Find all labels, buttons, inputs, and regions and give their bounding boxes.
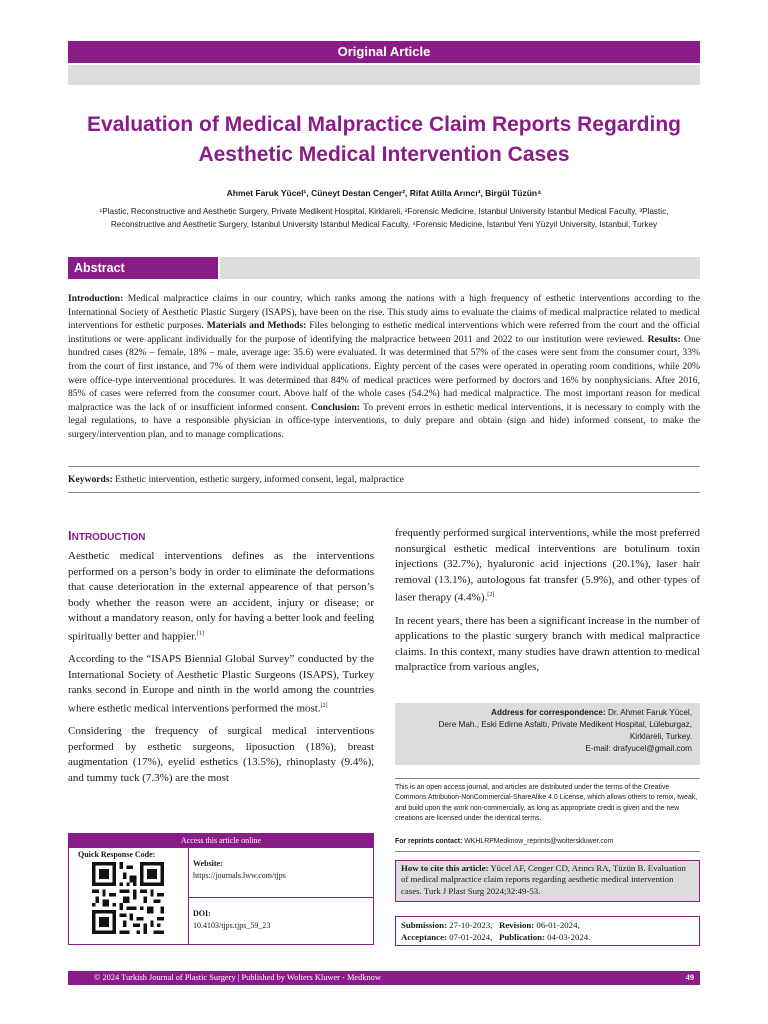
keywords-label: Keywords: [68,474,113,485]
doi-link[interactable]: 10.4103/tjps.tjps_59_23 [193,921,271,930]
publication-label: Publication: [498,932,545,942]
acceptance-label: Acceptance: [401,932,447,942]
conclusion-text: To prevent errors in esthetic medical interventions, it is necessary to comply with the legal regulations, to have a responsible physician in office-type interventions, to duly prepare and obtain (sign and hide) informed consent, to make the surgery/intervention plan, and to manage complications. [68,401,700,440]
title-line-2: Aesthetic Medical Intervention Cases [198,143,570,166]
keywords-top-rule [68,466,700,467]
methods-label: Materials and Methods: [206,320,307,332]
dates-line-1 [401,919,694,931]
reprint-contact [395,838,700,845]
submission-date: 27-10-2023, [446,920,493,930]
access-heading: Access this article online [69,834,373,848]
citation-box [395,860,700,902]
intro-heading-initial: I [68,528,72,543]
cite-text: Yücel AF, Cenger CD, Arıncı RA, Tüzün B. Evaluation of medical malpractice claim reports regarding aesthetic medical intervention cases. Turk J Plast Surg 2024;32:49-53. [401,863,686,896]
introduction-heading [68,528,146,543]
correspondence-name: Dr. Ahmet Faruk Yücel, [605,708,692,717]
revision-date: 06-01-2024, [534,920,580,930]
correspondence-line-2: Dere Mah., Eski Edirne Asfaltı, Private Medikent Hospital, Lüleburgaz, [438,720,692,729]
acceptance-date: 07-01-2024, [446,932,493,942]
citation-ref: [2] [487,592,495,599]
intro-paragraph-5: In recent years, there has been a significant increase in the number of applications to the plastic surgery branch with medical malpractice claims. In this context, many studies have drawn attention to medical malpractice from various angles, [395,614,700,674]
intro-text: Medical malpractice claims in our country, which ranks among the nations with a high frequency of esthetic interventions according to the International Society of Aesthetic Plastic Surgery (ISAPS), have been on the rise. This study aims to evaluate the claims of medical malpractice related to medical interventions for esthetic purposes. [68,293,700,332]
article-title [68,110,700,170]
results-text: One hundred cases (82% – female, 18% – male, average age: 35.6) were evaluated. It was determined that 57% of the cases were sent from the consumer court, 33% from the court of first instance, and 7% of them were individual applications. Eighty percent of the cases were operated in operating room conditions, while 20% were office-type interventional procedures. It was determined that 84% of medical practices were performed by doctors and 16% by nonphysicians. After 2016, 85% of cases were referred from the consumer court. Above half of the whole cases (54.2%) had medical malpractice. The most important reason for medical malpractice was the lack of or insufficient informed consent. [68,333,700,413]
intro-paragraph-2 [68,652,374,717]
correspondence-label: Address for correspondence: [491,708,606,717]
revision-label: Revision: [499,920,535,930]
results-label: Results: [647,333,681,345]
keywords-text: Esthetic intervention, esthetic surgery, informed consent, legal, malpractice [112,474,404,485]
intro-paragraph-3: Considering the frequency of surgical medical interventions performed by esthetic surgeons, liposuction (18%), breast augmentation (17%), eyelid esthetics (13.5%), rhinoplasty (9.4%), and tummy tuck (7.3%) are the most [68,725,374,785]
license-bottom-rule [395,851,700,852]
correspondence-email[interactable]: E-mail: drafyucel@gmail.com [585,744,692,753]
doi-label: DOI: [193,909,211,918]
intro-label: Introduction: [68,293,124,304]
keywords-bottom-rule [68,492,700,493]
intro-p4-text: frequently performed surgical interventions, while the most preferred nonsurgical esthetic medical interventions are botulinum toxin injections (32.7%), hyaluronic acid injections (20.1%), laser hair removal (13.1%), autologous fat transfer (5.9%), and other types of laser therapy (4.4%). [395,527,700,605]
abstract-body [68,292,700,442]
access-divider-horizontal [188,897,373,898]
article-type-banner [68,41,700,63]
cite-label: How to cite this article: [401,863,489,873]
reprint-label: For reprints contact: [395,838,463,845]
footer-copyright: © 2024 Turkish Journal of Plastic Surgery | Published by Wolters Kluwer - Medknow [94,973,381,982]
intro-heading-rest: NTRODUCTION [71,532,146,543]
publication-date: 04-03-2024. [544,932,591,942]
keywords [68,474,700,485]
submission-label: Submission: [401,920,447,930]
intro-paragraph-1 [68,549,374,645]
dates-box [395,916,700,946]
qr-code-icon[interactable] [92,862,164,934]
methods-text: Files belonging to esthetic medical interventions which were referred from the court and the official institutions or were applicant individually for the purpose of identifying the malpractice between 2011 and 2022 to our institution were reviewed. [68,320,700,345]
header-grey-bar [68,65,700,85]
intro-p2-text: According to the “ISAPS Biennial Global Survey” conducted by the International Society of Aesthetic Plastic Surgeons (ISAPS), Turkey ranks second in Europe and ninth in the world among the countries where esthetic medical interventions performed the most. [68,653,374,715]
intro-paragraph-4 [395,526,700,607]
website-label: Website: [193,859,223,868]
article-type-label: Original Article [337,44,431,59]
abstract-heading: Abstract [68,257,218,279]
title-line-1: Evaluation of Medical Malpractice Claim Reports Regarding [87,113,681,136]
website-link[interactable]: https://journals.lww.com/tjps [193,871,286,880]
right-column [395,526,700,683]
correspondence-line-1 [403,707,692,719]
citation-ref: [2] [320,703,328,709]
abstract-heading-bar [220,257,700,279]
correspondence-line-3: Kirklareli, Turkey. [629,732,692,741]
intro-p1-text: Aesthetic medical interventions defines as the interventions performed on a person’s body in order to eliminate the deformations that cause deterioration in the external appearence of that person’s body whether the reason were an accident, injury or disease; or without a mandatory reason, only for having a better look and feeling spiritually better and happier. [68,550,374,643]
author-list: Ahmet Faruk Yücel¹, Cüneyt Destan Cenger², Rifat Atilla Arıncı³, Birgül Tüzün⁴ [226,188,542,198]
access-divider-vertical [188,847,189,944]
qr-label: Quick Response Code: [78,850,156,859]
affiliations: ¹Plastic, Reconstructive and Aesthetic Surgery, Private Medikent Hospital, Kirklareli, ²Forensic Medicine, Istanbul University Istanbul Medical Faculty, ³Plastic, Reconstructive and Aesthetic Surgery, Istanbul University Istanbul Medical Faculty, ⁴Forensic Medicine, İstanbul Yeni Yüzyil University, Istanbul, Turkey [99,207,669,229]
conclusion-label: Conclusion: [310,401,360,413]
page-footer [68,971,700,985]
page-number: 49 [685,973,694,982]
dates-line-2 [401,931,694,943]
citation-ref: [1] [196,630,204,637]
reprint-email[interactable]: WKHLRPMedknow_reprints@wolterskluwer.com [462,838,614,845]
license-text: This is an open access journal, and articles are distributed under the terms of the Creative Commons Attribution-NonCommercial-ShareAlike 4.0 License, which allows others to remix, tweak, and build upon the work non-commercially, as long as appropriate credit is given and the new creations are licensed under the identical terms. [395,784,698,823]
left-column [68,549,374,794]
license-top-rule [395,778,700,779]
correspondence-box [395,703,700,765]
